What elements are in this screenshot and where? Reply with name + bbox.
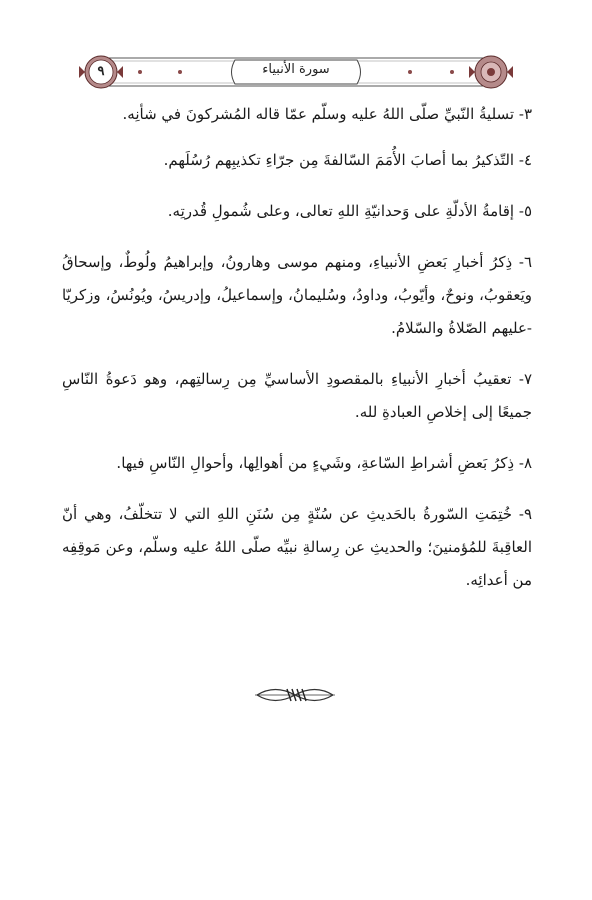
section-end-ornament <box>255 680 335 710</box>
paragraph: ٥- إقامةُ الأدلّةِ على وَحدانيّةِ اللهِ تعالى، وعلى شُمولِ قُدرتِه. <box>167 202 532 220</box>
paragraph: ٩- خُتِمَتِ السّورةُ بالحَديثِ عن سُنّةٍ مِن سُنَنِ اللهِ التي لا تتخلّفُ، وهي أنّ العاقِبةَ للمُؤمنينَ؛ والحديثِ عن رِسالةِ نبيِّه صلّى اللهُ عليه وسلّم، وعن مَوقِفِه من أعدائِه. <box>62 505 532 589</box>
page-number: ٩ <box>97 64 105 79</box>
page-body <box>62 98 532 615</box>
paragraph: ٦- ذِكرُ أخبارِ بَعضِ الأنبياءِ، ومنهم موسى وهارونُ، وإبراهيمُ ولُوطٌ، وإسحاقُ ويَعقوبُ، ونوحٌ، وأيّوبُ، وداودُ، وسُليمانُ، وإسماعيلُ، وإدريسُ، ويُونُسُ، وزكريّا -عليهم الصّلاةُ والسّلامُ. <box>62 253 532 337</box>
paragraph: ٣- تسليةُ النّبيِّ صلّى اللهُ عليه وسلّم عمّا قاله المُشركونَ في شأنِه. <box>122 105 532 123</box>
paragraph: ٤- التّذكيرُ بما أصابَ الأُمَمَ السّالفةَ مِن جرّاءِ تكذيبِهم رُسُلَهم. <box>163 151 532 169</box>
surah-title: سورة الأنبياء <box>262 62 330 77</box>
paragraph: ٧- تعقيبُ أخبارِ الأنبياءِ بالمقصودِ الأساسيِّ مِن رِسالتِهم، وهو دَعوةُ النّاسِ جميعًا إلى إخلاصِ العبادةِ لله. <box>62 370 532 421</box>
page-header <box>60 52 532 92</box>
paragraph: ٨- ذِكرُ بَعضِ أشراطِ السّاعةِ، وشَيءٍ من أهوالِها، وأحوالِ النّاسِ فيها. <box>116 454 532 472</box>
